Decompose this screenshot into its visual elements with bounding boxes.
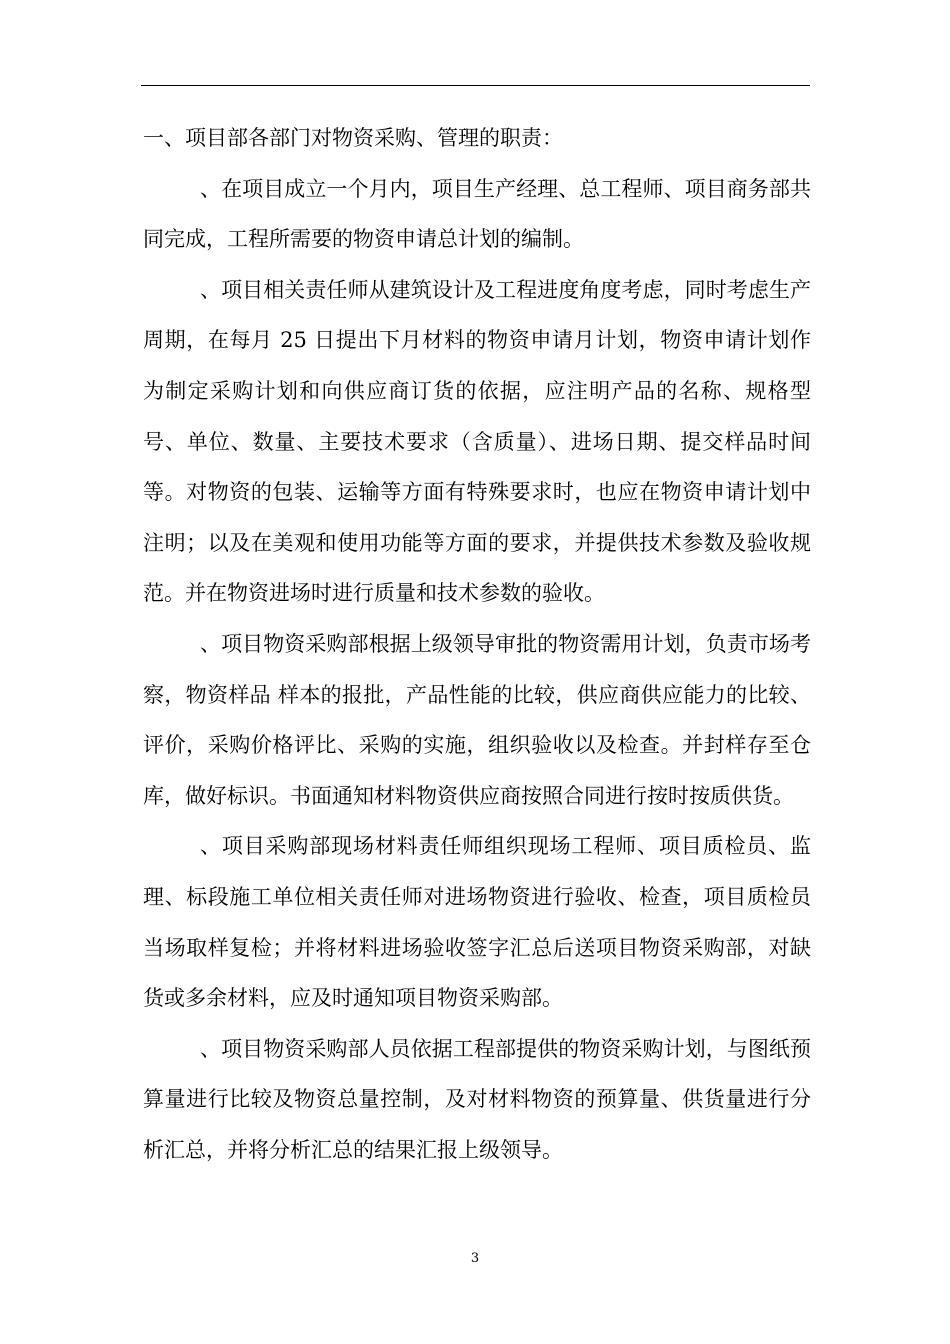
paragraph-5: 、项目物资采购部人员依据工程部提供的物资采购计划，与图纸预算量进行比较及物资总量控制，及对材料物资的预算量、供货量进行分析汇总，并将分析汇总的结果汇报上级领导。 [143,1036,811,1162]
paragraph-4: 、项目采购部现场材料责任师组织现场工程师、项目质检员、监理、标段施工单位相关责任师对进场物资进行验收、检查，项目质检员当场取样复检；并将材料进场验收签字汇总后送项目物资采购部，对缺货或多余材料，应及时通知项目物资采购部。 [143,834,811,1011]
paragraph-2: 、项目相关责任师从建筑设计及工程进度角度考虑，同时考虑生产周期，在每月 25 日提出下月材料的物资申请月计划，物资申请计划作为制定采购计划和向供应商订货的依据，应注明产品的名称、规格型号、单位、数量、主要技术要求（含质量）、进场日期、提交样品时间等。对物资的包装、运输等方面有特殊要求时，也应在物资申请计划中注明；以及在美观和使用功能等方面的要求，并提供技术参数及验收规范。并在物资进场时进行质量和技术参数的验收。 [143,277,811,606]
page-number: 3 [470,1251,480,1266]
header-rule [141,85,810,86]
paragraph-1: 、在项目成立一个月内，项目生产经理、总工程师、项目商务部共同完成，工程所需要的物资申请总计划的编制。 [143,176,811,252]
paragraph-3: 、项目物资采购部根据上级领导审批的物资需用计划，负责市场考察，物资样品 样本的报批，产品性能的比较，供应商供应能力的比较、评价，采购价格评比、采购的实施，组织验收以及检查。并封样存至仓库，做好标识。书面通知材料物资供应商按照合同进行按时按质供货。 [143,631,811,808]
document-body [143,113,811,1175]
section-heading: 一、项目部各部门对物资采购、管理的职责： [143,126,563,150]
